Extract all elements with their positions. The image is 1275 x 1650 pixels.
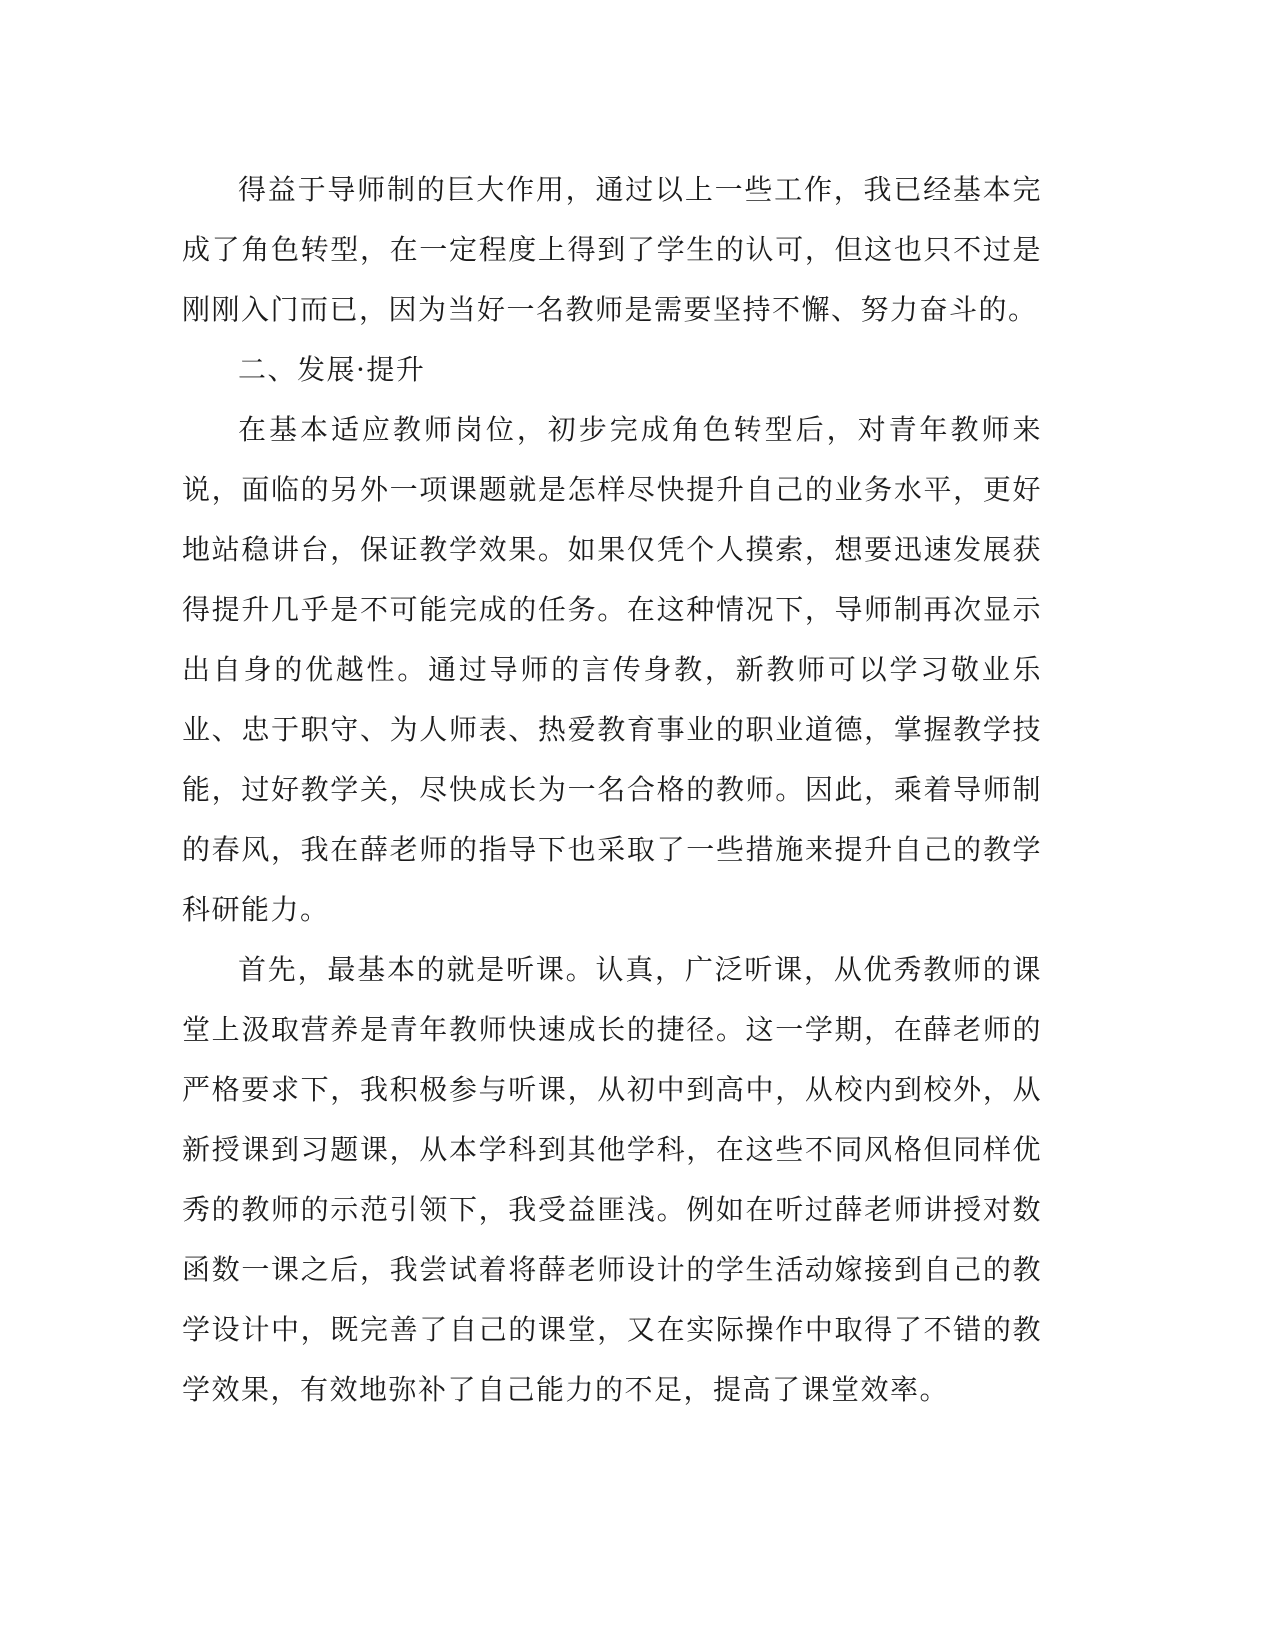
paragraph-3: 首先，最基本的就是听课。认真，广泛听课，从优秀教师的课堂上汲取营养是青年教师快速成长的捷径。这一学期，在薛老师的严格要求下，我积极参与听课，从初中到高中，从校内到校外，从新授课到习题课，从本学科到其他学科，在这些不同风格但同样优秀的教师的示范引领下，我受益匪浅。例如在听过薛老师讲授对数函数一课之后，我尝试着将薛老师设计的学生活动嫁接到自己的教学设计中，既完善了自己的课堂，又在实际操作中取得了不错的教学效果，有效地弥补了自己能力的不足，提高了课堂效率。 [182, 953, 1042, 1406]
section-heading: 二、发展·提升 [238, 353, 426, 386]
paragraph-1: 得益于导师制的巨大作用，通过以上一些工作，我已经基本完成了角色转型，在一定程度上得到了学生的认可，但这也只不过是刚刚入门而已，因为当好一名教师是需要坚持不懈、努力奋斗的。 [182, 173, 1042, 326]
paragraph-2: 在基本适应教师岗位，初步完成角色转型后，对青年教师来说，面临的另外一项课题就是怎样尽快提升自己的业务水平，更好地站稳讲台，保证教学效果。如果仅凭个人摸索，想要迅速发展获得提升几乎是不可能完成的任务。在这种情况下，导师制再次显示出自身的优越性。通过导师的言传身教，新教师可以学习敬业乐业、忠于职守、为人师表、热爱教育事业的职业道德，掌握教学技能，过好教学关，尽快成长为一名合格的教师。因此，乘着导师制的春风，我在薛老师的指导下也采取了一些措施来提升自己的教学科研能力。 [182, 413, 1042, 926]
body-text [182, 160, 1042, 1420]
